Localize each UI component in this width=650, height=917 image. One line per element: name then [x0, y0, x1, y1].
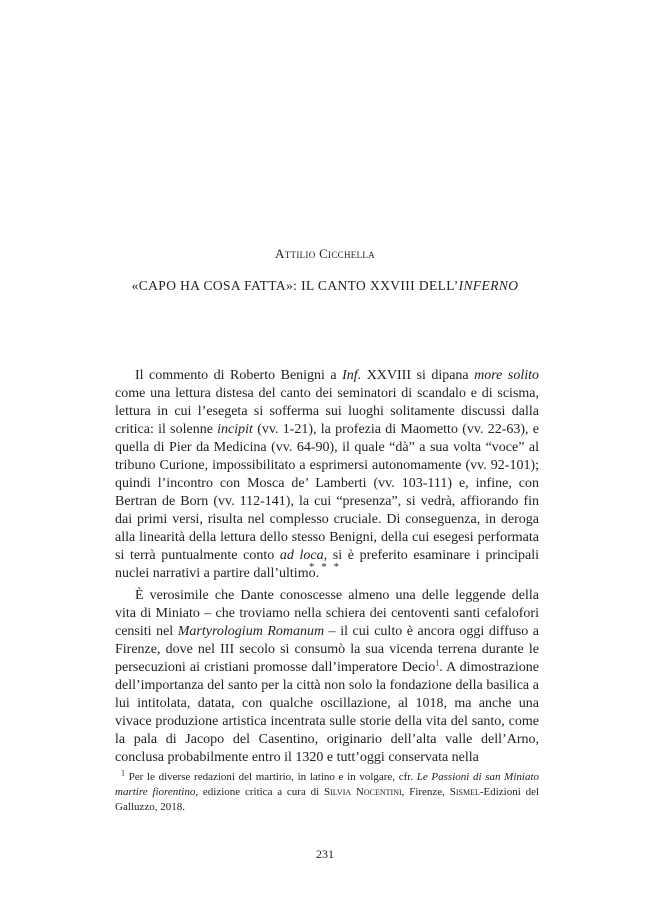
p2-text-2: – il cui culto è ancora oggi diffuso a Firenze, dove nel III secolo si consumò la sua vicenda terrena durante le persecuzioni ai cristiani promosse dall’imperatore Decio	[115, 624, 540, 675]
paragraph-1	[115, 367, 539, 583]
fn-text-2: , edizione critica a cura di	[195, 786, 324, 798]
p1-text-5: , si è preferito esaminare i principali nuclei narrativi a partire dall’ultimo.	[115, 548, 539, 581]
p1-italic-1: Inf.	[342, 368, 362, 383]
fn-italic-1: Le Passioni di san Miniato martire fiorentino	[115, 771, 540, 798]
p1-text-2: XXVIII si dipana	[361, 368, 475, 383]
p1-text-4: (vv. 1-21), la profezia di Maometto (vv. 22-63), e quella di Pier da Medicina (vv. 64-90), il quale “dà” a sua volta “voce” al tribuno Curione, impossibilitato a esprimersi autonomamente (vv. 92-101); quindi l’incontro con Mosca de’ Lamberti (vv. 103-111) e, infine, con Bertran de Born (vv. 112-141), la cui “presenza”, si vedrà, affiorando fin dai primi versi, risulta nel complesso cruciale. Di conseguenza, in deroga alla linearità della lettura dello stesso Benigni, della cui esegesi performata si terrà puntualmente conto	[115, 422, 539, 563]
p2-text-3: . A dimostrazione dell’importanza del santo per la città non solo la fondazione della basilica a lui intitolata, datata, con qualche oscillazione, al 1018, ma anche una vivace produzione artistica incentrata sulle storie della vita del santo, come la pala di Jacopo del Casentino, originario dell’alta valle dell’Arno, conclusa probabilmente entro il 1320 e tutt’oggi conservata nella	[115, 660, 539, 765]
fn-editor-name: Silvia Nocentini	[323, 786, 402, 798]
page-number: 231	[316, 847, 334, 861]
footnote-number: 1	[121, 768, 125, 778]
fn-text-3: , Firenze,	[401, 786, 450, 798]
p1-italic-3: incipit	[217, 422, 253, 437]
fn-text-1: Per le diverse redazioni del martirio, in latino e in volgare, cfr.	[128, 771, 417, 783]
author-name: Attilio Cicchella	[275, 246, 375, 261]
section-separator: * * *	[309, 561, 341, 573]
p1-italic-4: ad loca	[279, 548, 324, 563]
p1-text-3: come una lettura distesa del canto dei seminatori di scandalo e di scisma, lettura in cui l’esegeta si sofferma sui luoghi solitamente discussi dalla critica: il solenne	[115, 386, 539, 437]
article-title	[0, 278, 650, 294]
fn-text-4: -Edizioni del Galluzzo, 2018.	[115, 786, 540, 813]
p2-italic-1: Martyrologium Romanum	[177, 624, 325, 639]
p1-text-1: Il commento di Roberto Benigni a	[135, 368, 343, 383]
paragraph-2	[115, 587, 539, 767]
p2-text-1: È verosimile che Dante conoscesse almeno una delle leggende della vita di Miniato – che troviamo nella schiera dei centoventi santi cefalofori censiti nel	[115, 588, 539, 639]
footnote	[115, 770, 539, 815]
p1-italic-2: more solito	[474, 368, 540, 383]
title-italic: INFERNO	[458, 278, 519, 293]
title-main: «CAPO HA COSA FATTA»: IL CANTO XXVIII DELL’	[131, 278, 459, 293]
footnote-ref[interactable]: 1	[435, 658, 440, 668]
fn-publisher: Sismel	[449, 786, 480, 798]
